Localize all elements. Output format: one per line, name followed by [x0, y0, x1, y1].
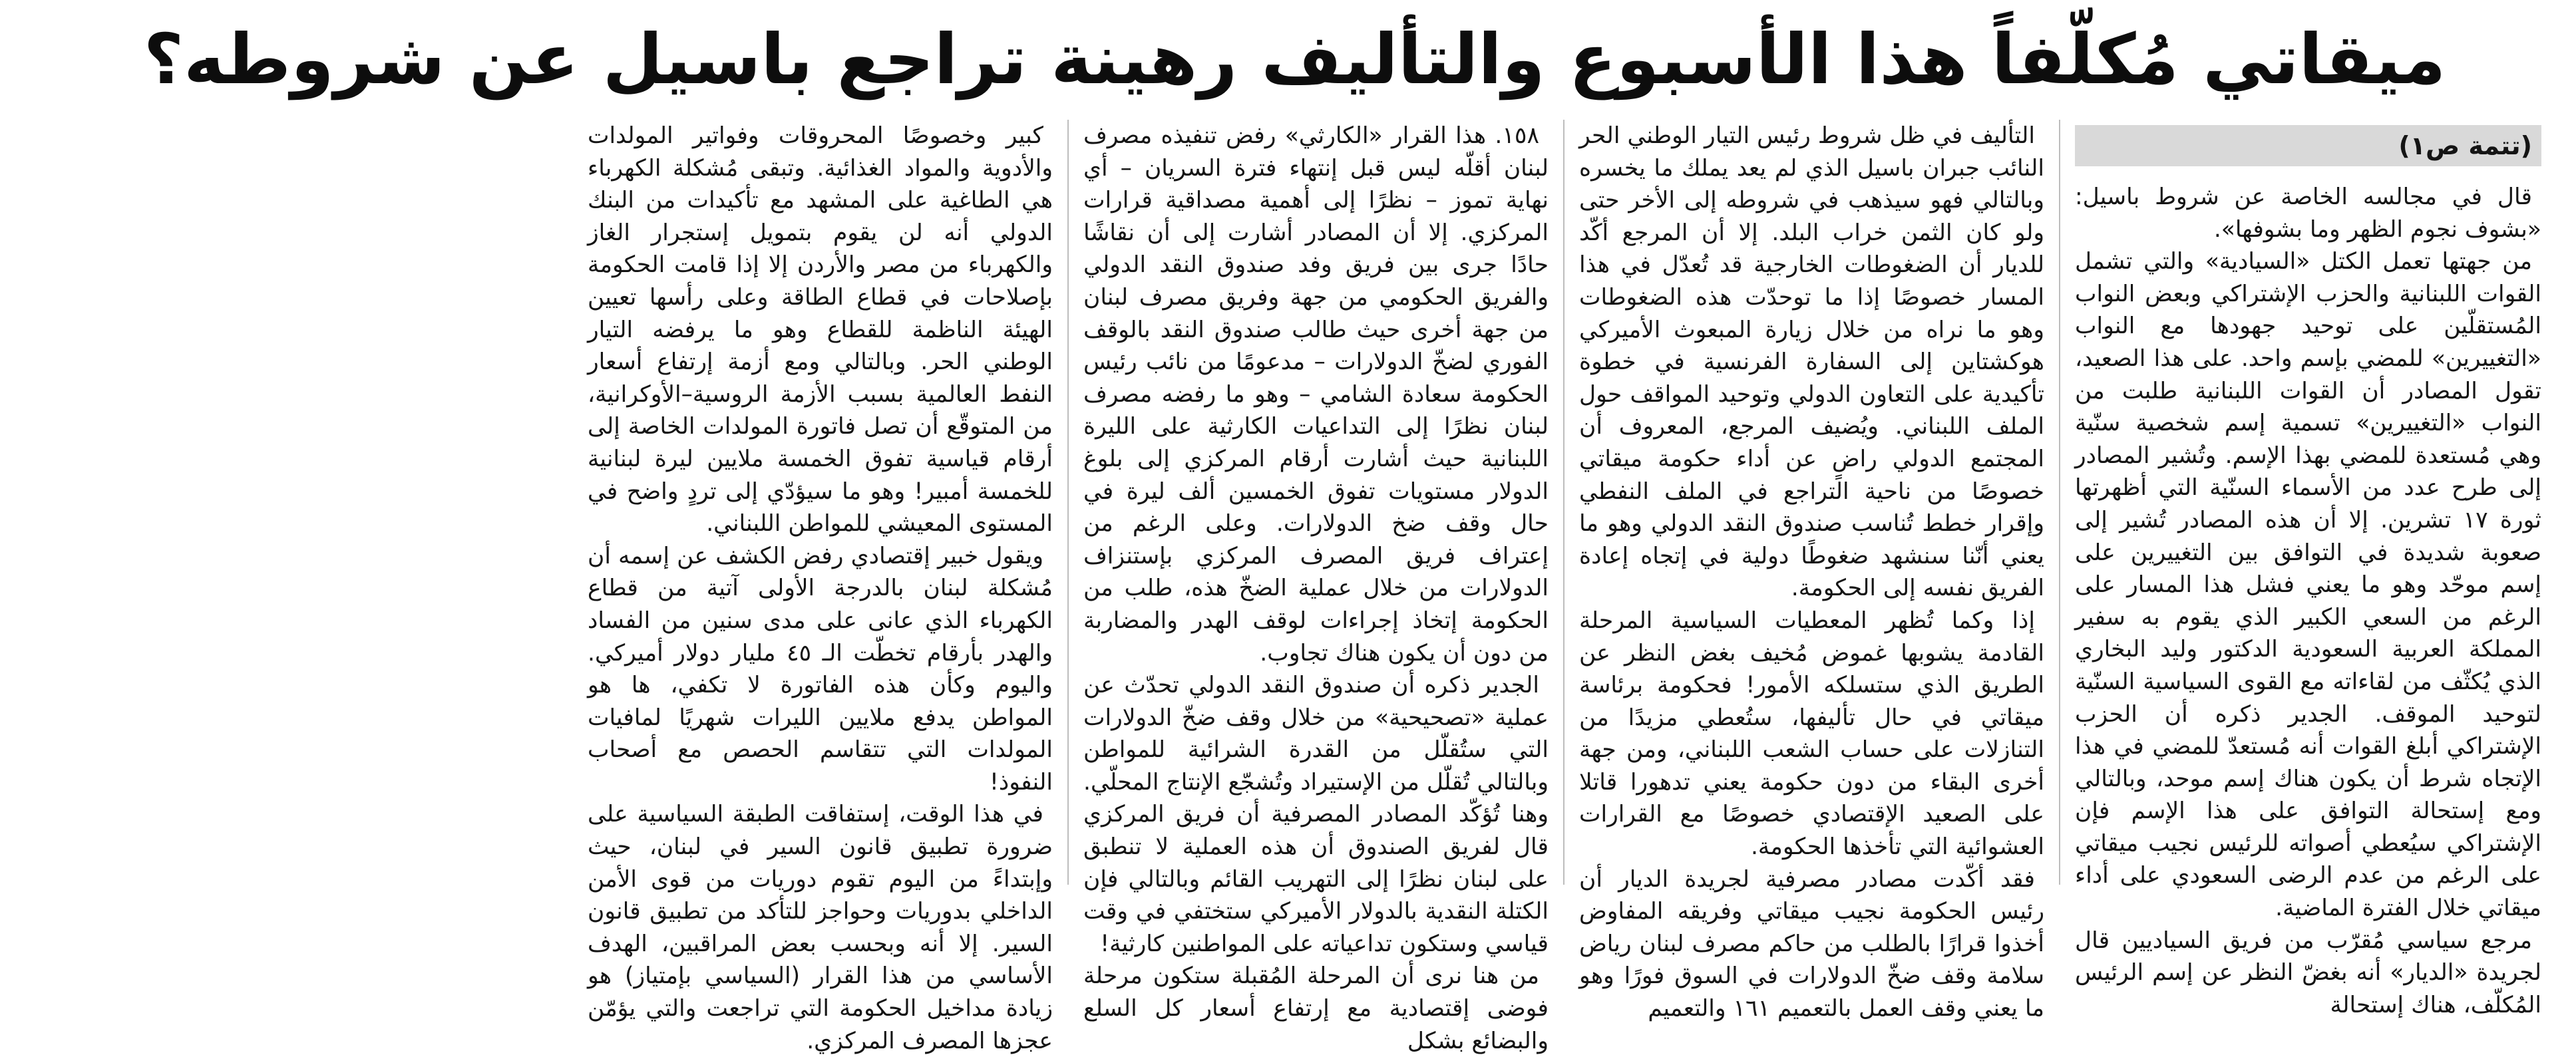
paragraph: فقد أكّدت مصادر مصرفية لجريدة الديار أن رئيس الحكومة نجيب ميقاتي وفريقه المفاوض أخذوا قرارًا بالطلب من حاكم مصرف لبنان رياض سلامة وقف ضخّ الدولارات في السوق فورًا وهو ما يعني وقف العمل بالتعميم ١٦١ والتعميم: [1579, 865, 2044, 1022]
paragraph: ١٥٨. هذا القرار «الكارثي» رفض تنفيذه مصرف لبنان أقلّه ليس قبل إنتهاء فترة السريان – أي نهاية تموز – نظرًا إلى أهمية مصداقية قرارات المركزي. إلا أن المصادر أشارت إلى أن نقاشًا حادًا جرى بين فريق وفد صندوق النقد الدولي والفريق الحكومي من جهة وفريق مصرف لبنان من جهة أخرى حيث طالب صندوق النقد بالوقف الفوري لضخّ الدولارات – مدعومًا من نائب رئيس الحكومة سعادة الشامي – وهو ما رفضه مصرف لبنان نظرًا إلى التداعيات الكارثية على الليرة اللبنانية حيث أشارت أرقام المركزي إلى بلوغ الدولار مستويات تفوق الخمسين ألف ليرة في حال وقف ضخ الدولارات. وعلى الرغم من إعتراف فريق المصرف المركزي بإستنزاف الدولارات من خلال عملية الضخّ هذه، طلب من الحكومة إتخاذ إجراءات لوقف الهدر والمضاربة من دون أن يكون هناك تجاوب.: [1083, 122, 1549, 667]
paragraph: الجدير ذكره أن صندوق النقد الدولي تحدّث عن عملية «تصحيحية» من خلال وقف ضخّ الدولارات التي ستُقلّل من القدرة الشرائية للمواطن وبالتالي تُقلّل من الإستيراد وتُشجّع الإنتاج المحلّي. وهنا تُؤكّد المصادر المصرفية أن فريق المركزي قال لفريق الصندوق أن هذه العملية لا تنطبق على لبنان نظرًا إلى التهريب القائم وبالتالي فإن الكتلة النقدية بالدولار الأميركي ستختفي في وقت قياسي وستكون تداعياته على المواطنين كارثية!: [1083, 672, 1549, 957]
paragraph: مرجع سياسي مُقرّب من فريق السياديين قال لجريدة «الديار» أنه بغضّ النظر عن إسم الرئيس المُكلّف، هناك إستحالة: [2075, 927, 2541, 1018]
paragraph: من جهتها تعمل الكتل «السيادية» والتي تشمل القوات اللبنانية والحزب الإشتراكي وبعض النواب المُستقلّين على توحيد جهودها مع النواب «التغييرين» للمضي بإسم واحد. على هذا الصعيد، تقول المصادر أن القوات اللبنانية طلبت من النواب «التغييرين» تسمية إسم شخصية سنّية وهي مُستعدة للمضي بهذا الإسم. وتُشير المصادر إلى طرح عدد من الأسماء السنّية التي أظهرتها ثورة ١٧ تشرين. إلا أن هذه المصادر تُشير إلى صعوبة شديدة في التوافق بين التغييرين على إسم موحّد وهو ما يعني فشل هذا المسار على الرغم من السعي الكبير الذي يقوم به سفير المملكة العربية السعودية الدكتور وليد البخاري الذي يُكثّف من لقاءاته مع القوى السياسية السنّية لتوحيد الموقف. الجدير ذكره أن الحزب الإشتراكي أبلغ القوات أنه مُستعدّ للمضي في هذا الإتجاه شرط أن يكون هناك إسم موحد، وبالتالي ومع إستحالة التوافق على هذا الإسم فإن الإشتراكي سيُعطي أصواته للرئيس نجيب ميقاتي على الرغم من عدم الرضى السعودي على أداء ميقاتي خلال الفترة الماضية.: [2075, 248, 2541, 922]
paragraph: ويقول خبير إقتصادي رفض الكشف عن إسمه أن مُشكلة لبنان بالدرجة الأولى آتية من قطاع الكهرباء الذي عانى على مدى سنين من الفساد والهدر بأرقام تخطّت الـ ٤٥ مليار دولار أميركي. واليوم وكأن هذه الفاتورة لا تكفي، ها هو المواطن يدفع ملايين الليرات شهريًا لمافيات المولدات التي تتقاسم الحصص مع أصحاب النفوذ!: [588, 542, 1053, 796]
article-columns: [20, 120, 2556, 1054]
column-4: [573, 120, 1069, 1054]
column-3: [1069, 120, 1564, 1054]
paragraph: إذا وكما تُظهر المعطيات السياسية المرحلة القادمة يشوبها غموض مُخيف بغض النظر عن الطريق الذي ستسلكه الأمور! فحكومة برئاسة ميقاتي في حال تأليفها، ستُعطي مزيدًا من التنازلات على حساب الشعب اللبناني، ومن جهة أخرى البقاء من دون حكومة يعني تدهورا قاتلا على الصعيد الإقتصادي خصوصًا مع القرارات العشوائية التي تأخذها الحكومة.: [1579, 607, 2044, 861]
paragraph: من هنا نرى أن المرحلة المُقبلة ستكون مرحلة فوضى إقتصادية مع إرتفاع أسعار كل السلع والبضائع بشكل: [1083, 963, 1549, 1054]
paragraph: التأليف في ظل شروط رئيس التيار الوطني الحر النائب جبران باسيل الذي لم يعد يملك ما يخسره وبالتالي فهو سيذهب في شروطه إلى الأخر حتى ولو كان الثمن خراب البلد. إلا أن المرجع أكّد للديار أن الضغوطات الخارجية قد تُعدّل في هذا المسار خصوصًا إذا ما توحدّت هذه الضغوطات وهو ما نراه من خلال زيارة المبعوث الأميركي هوكشتاين إلى السفارة الفرنسية في خطوة تأكيدية على التعاون الدولي وتوحيد المواقف حول الملف اللبناني. ويُضيف المرجع، المعروف أن المجتمع الدولي راضٍ عن أداء حكومة ميقاتي خصوصًا من ناحية التراجع في الملف النفطي وإقرار خطط تُناسب صندوق النقد الدولي وهو ما يعني أنّنا سنشهد ضغوطًا دولية في إتجاه إعادة الفريق نفسه إلى الحكومة.: [1579, 122, 2044, 602]
paragraph: كبير وخصوصًا المحروقات وفواتير المولدات والأدوية والمواد الغذائية. وتبقى مُشكلة الكهرباء هي الطاغية على المشهد مع تأكيدات من البنك الدولي أنه لن يقوم بتمويل إستجرار الغاز والكهرباء من مصر والأردن إلا إذا قامت الحكومة بإصلاحات في قطاع الطاقة وعلى رأسها تعيين الهيئة الناظمة للقطاع وهو ما يرفضه التيار الوطني الحر. وبالتالي ومع أزمة إرتفاع أسعار النفط العالمية بسبب الأزمة الروسية–الأوكرانية، من المتوقّع أن تصل فاتورة المولدات الخاصة إلى أرقام قياسية تفوق الخمسة ملايين ليرة لبنانية للخمسة أمبير! وهو ما سيؤدّي إلى تردٍ واضح في المستوى المعيشي للمواطن اللبناني.: [588, 122, 1053, 537]
column-2: [1564, 120, 2060, 1022]
paragraph: في هذا الوقت، إستفاقت الطبقة السياسية على ضرورة تطبيق قانون السير في لبنان، حيث وإبتداءً من اليوم تقوم دوريات من قوى الأمن الداخلي بدوريات وحواجز للتأكد من تطبيق قانون السير. إلا أنه وبحسب بعض المراقبين، الهدف الأساسي من هذا القرار (السياسي بإمتياز) هو زيادة مداخيل الحكومة التي تراجعت والتي يؤمّن عجزها المصرف المركزي.: [588, 801, 1053, 1054]
headline: ميقاتي مُكلّفاً هذا الأسبوع والتأليف رهينة تراجع باسيل عن شروطه؟: [143, 19, 2446, 100]
paragraph: قال في مجالسه الخاصة عن شروط باسيل: «بشوف نجوم الظهر وما بشوفها».: [2075, 184, 2541, 243]
column-1: [2060, 120, 2556, 1018]
continued-label: (تتمة ص١): [2075, 125, 2541, 166]
